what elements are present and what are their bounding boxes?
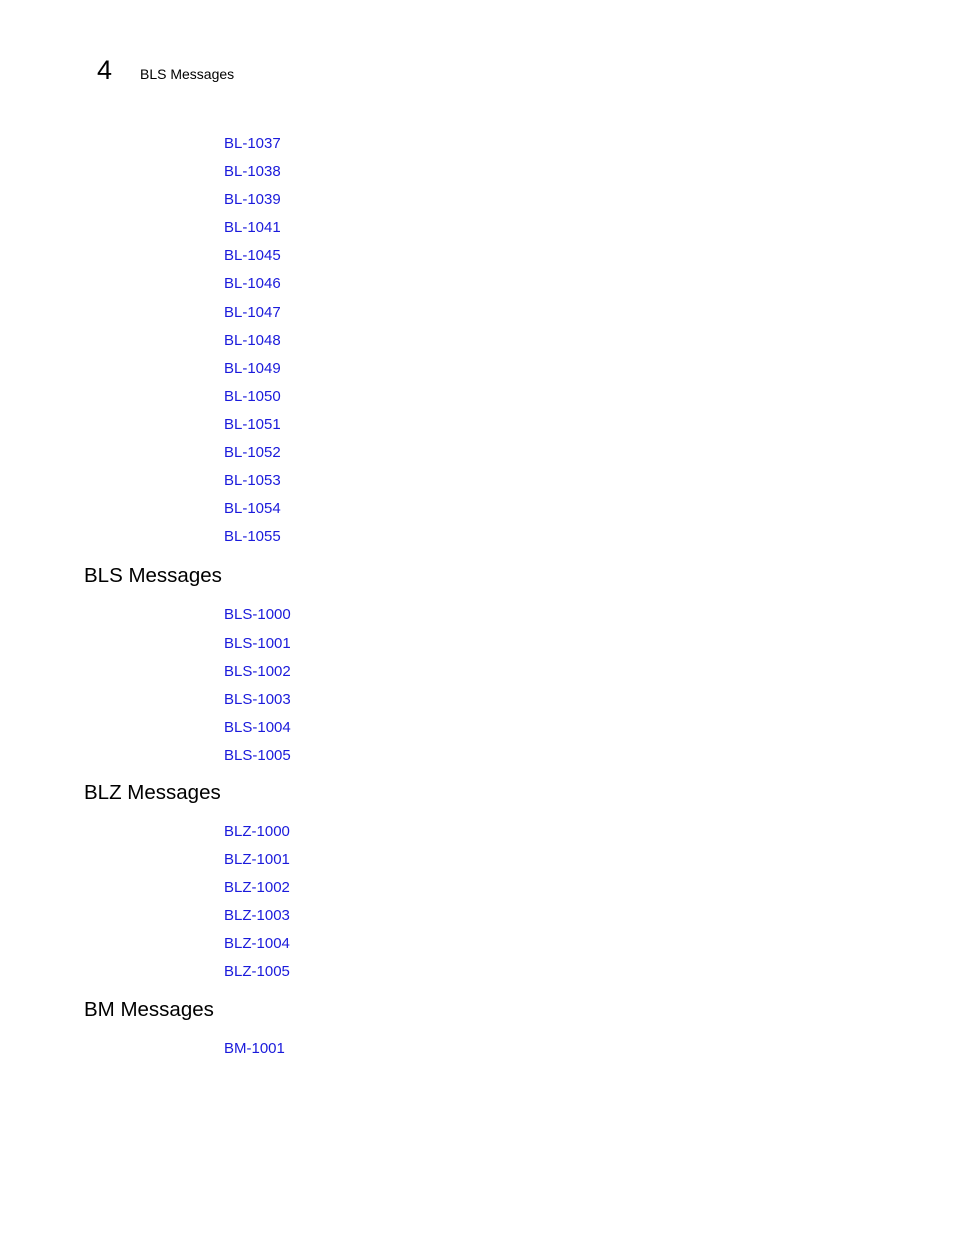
page-content	[0, 132, 954, 1065]
list-item	[224, 525, 954, 553]
message-link-bl-1050[interactable]: BL-1050	[224, 387, 281, 405]
list-item	[224, 385, 954, 413]
message-link-bl-1055[interactable]: BL-1055	[224, 528, 281, 546]
message-link-blz-1003[interactable]: BLZ-1003	[224, 907, 290, 925]
running-title: BLS Messages	[140, 66, 235, 82]
message-link-bls-1002[interactable]: BLS-1002	[224, 662, 291, 680]
list-item	[224, 716, 954, 744]
list-item	[224, 932, 954, 960]
list-item	[224, 820, 954, 848]
message-link-bl-1048[interactable]: BL-1048	[224, 331, 281, 349]
bl-message-list	[0, 132, 954, 553]
list-item	[224, 469, 954, 497]
message-link-blz-1005[interactable]: BLZ-1005	[224, 963, 290, 981]
blz-message-list	[0, 820, 954, 989]
list-item	[224, 216, 954, 244]
section-heading-bm: BM Messages	[84, 997, 214, 1021]
list-item	[224, 1037, 954, 1065]
list-item	[224, 301, 954, 329]
message-link-bl-1049[interactable]: BL-1049	[224, 359, 281, 377]
list-item	[224, 497, 954, 525]
message-link-bl-1054[interactable]: BL-1054	[224, 500, 281, 518]
message-link-bm-1001[interactable]: BM-1001	[224, 1039, 285, 1057]
list-item	[224, 132, 954, 160]
message-link-bls-1001[interactable]: BLS-1001	[224, 634, 291, 652]
list-item	[224, 441, 954, 469]
list-item	[224, 632, 954, 660]
bls-message-list	[0, 603, 954, 772]
message-link-bl-1041[interactable]: BL-1041	[224, 219, 281, 237]
message-link-blz-1002[interactable]: BLZ-1002	[224, 879, 290, 897]
bm-message-list	[0, 1037, 954, 1065]
list-item	[224, 876, 954, 904]
list-item	[224, 688, 954, 716]
list-item	[224, 744, 954, 772]
section-heading-bls: BLS Messages	[84, 564, 222, 588]
message-link-bl-1047[interactable]: BL-1047	[224, 303, 281, 321]
list-item	[224, 357, 954, 385]
section-heading-blz: BLZ Messages	[84, 780, 221, 804]
message-link-blz-1000[interactable]: BLZ-1000	[224, 822, 290, 840]
list-item	[224, 848, 954, 876]
list-item	[224, 160, 954, 188]
list-item	[224, 413, 954, 441]
message-link-bl-1051[interactable]: BL-1051	[224, 415, 281, 433]
message-link-bl-1037[interactable]: BL-1037	[224, 135, 281, 152]
message-link-bls-1004[interactable]: BLS-1004	[224, 718, 291, 736]
list-item	[224, 244, 954, 272]
message-link-bl-1045[interactable]: BL-1045	[224, 247, 281, 265]
list-item	[224, 603, 954, 631]
message-link-bls-1003[interactable]: BLS-1003	[224, 690, 291, 708]
list-item	[224, 960, 954, 988]
list-item	[224, 188, 954, 216]
message-link-blz-1004[interactable]: BLZ-1004	[224, 935, 290, 953]
message-link-bl-1038[interactable]: BL-1038	[224, 163, 281, 181]
message-link-bl-1052[interactable]: BL-1052	[224, 444, 281, 462]
message-link-bl-1046[interactable]: BL-1046	[224, 275, 281, 293]
message-link-blz-1001[interactable]: BLZ-1001	[224, 851, 290, 869]
message-link-bl-1053[interactable]: BL-1053	[224, 472, 281, 490]
list-item	[224, 329, 954, 357]
message-link-bl-1039[interactable]: BL-1039	[224, 191, 281, 209]
list-item	[224, 272, 954, 300]
chapter-number: 4	[97, 55, 113, 85]
message-link-bls-1000[interactable]: BLS-1000	[224, 606, 291, 624]
list-item	[224, 904, 954, 932]
message-link-bls-1005[interactable]: BLS-1005	[224, 746, 291, 764]
list-item	[224, 660, 954, 688]
